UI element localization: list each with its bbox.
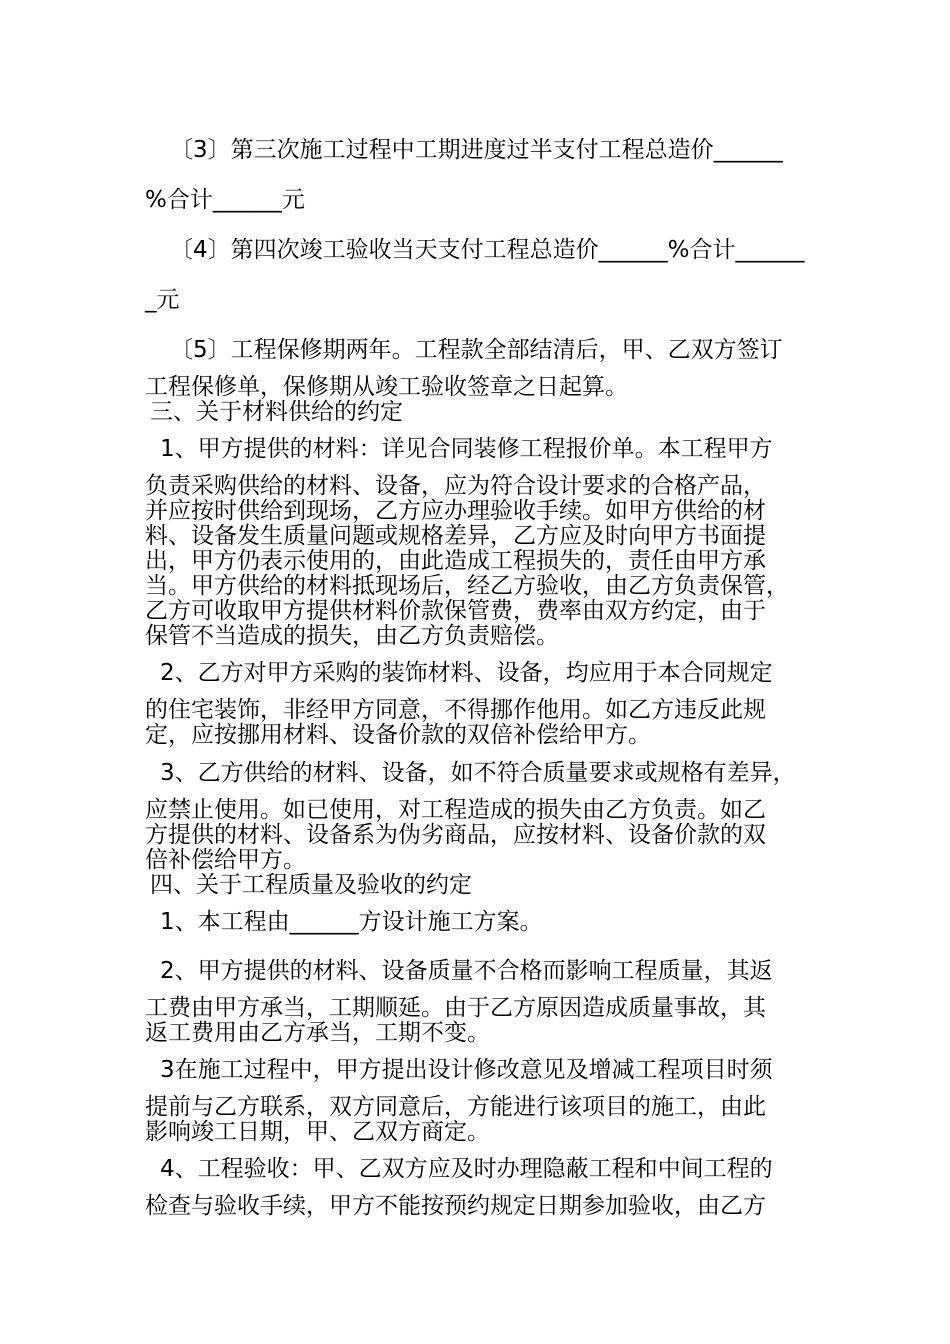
text-line: 出，甲方仍表示使用的，由此造成工程损失的，责任由甲方承 (145, 548, 766, 574)
text-line: 的住宅装饰，非经甲方同意，不得挪作他用。如乙方违反此规 (145, 697, 766, 723)
text-line: 定，应按挪用材料、设备价款的双倍补偿给甲方。 (145, 722, 651, 748)
text-line: _元 (145, 287, 180, 313)
text-line: 提前与乙方联系，双方同意后，方能进行该项目的施工，由此 (145, 1094, 766, 1120)
text-line: 保管不当造成的损失，由乙方负责赔偿。 (145, 623, 559, 649)
text-line: 影响竣工日期，甲、乙双方商定。 (145, 1119, 490, 1145)
text-line: 倍补偿给甲方。 (145, 847, 306, 873)
text-line: 1、甲方提供的材料：详见合同装修工程报价单。本工程甲方 (160, 436, 773, 462)
text-line: 3、乙方供给的材料、设备，如不符合质量要求或规格有差异， (160, 760, 796, 786)
text-line: 〔5〕工程保修期两年。工程款全部结清后，甲、乙双方签订 (170, 337, 783, 363)
section-heading: 四、关于工程质量及验收的约定 (150, 872, 472, 898)
text-line: 当。甲方供给的材料抵现场后，经乙方验收，由乙方负责保管， (145, 573, 789, 599)
text-line: 方提供的材料、设备系为伪劣商品，应按材料、设备价款的双 (145, 822, 766, 848)
text-line: 检查与验收手续，甲方不能按预约规定日期参加验收，由乙方 (145, 1193, 766, 1219)
text-line: 3在施工过程中，甲方提出设计修改意见及增减工程项目时须 (160, 1057, 773, 1083)
text-line: 2、乙方对甲方采购的装饰材料、设备，均应用于本合同规定 (160, 660, 773, 686)
text-line: 工费由甲方承当，工期顺延。由于乙方原因造成质量事故，其 (145, 995, 766, 1021)
text-line: 1、本工程由______方设计施工方案。 (160, 909, 543, 935)
text-line: 工程保修单，保修期从竣工验收签章之日起算。 (145, 374, 628, 400)
text-line: 返工费用由乙方承当，工期不变。 (145, 1020, 490, 1046)
text-line: 料、设备发生质量问题或规格差异，乙方应及时向甲方书面提 (145, 523, 766, 549)
text-line: 乙方可收取甲方提供材料价款保管费，费率由双方约定，由于 (145, 598, 766, 624)
text-line: 〔3〕第三次施工过程中工期进度过半支付工程总造价______ (170, 137, 783, 163)
text-line: 应禁止使用。如已使用，对工程造成的损失由乙方负责。如乙 (145, 797, 766, 823)
text-line: 〔4〕第四次竣工验收当天支付工程总造价______%合计______ (170, 237, 805, 263)
text-line: 并应按时供给到现场，乙方应办理验收手续。如甲方供给的材 (145, 498, 766, 524)
text-line: %合计______元 (145, 187, 305, 213)
section-heading: 三、关于材料供给的约定 (150, 399, 403, 425)
text-line: 2、甲方提供的材料、设备质量不合格而影响工程质量，其返 (160, 958, 773, 984)
text-line: 4、工程验收：甲、乙双方应及时办理隐蔽工程和中间工程的 (160, 1156, 773, 1182)
text-line: 负责采购供给的材料、设备，应为符合设计要求的合格产品， (145, 473, 766, 499)
